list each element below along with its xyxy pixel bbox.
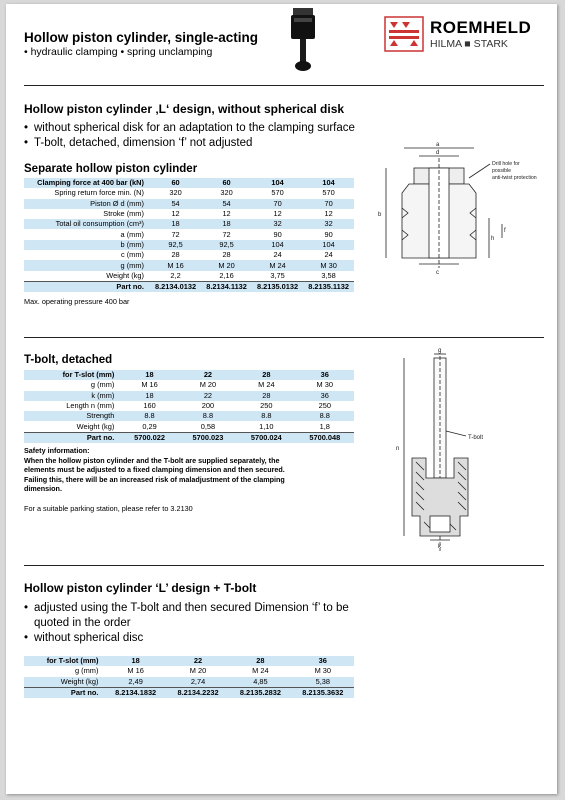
table-cell: 1,10 xyxy=(259,421,274,431)
table-cell: 12 xyxy=(171,209,180,219)
table-cell: 5700.023 xyxy=(179,432,237,443)
table-cell: 104 xyxy=(252,178,303,188)
safety-line: Failing this, there will be an increased risk of maladjustment of the clamping xyxy=(24,474,285,484)
row-label: c (mm) xyxy=(120,250,144,260)
table-cell: 90 xyxy=(273,229,282,239)
section1-bullets xyxy=(24,121,374,151)
table-row xyxy=(24,666,354,676)
table-cell: 8.2135.0132 xyxy=(252,281,303,292)
table-cell: 4,85 xyxy=(229,677,291,688)
table-cell: M 24 xyxy=(258,380,275,390)
table-row xyxy=(24,188,354,198)
table-cell: 12 xyxy=(222,209,231,219)
table-cell: M 16 xyxy=(141,380,158,390)
row-label: Part no. xyxy=(24,281,150,292)
section1-table-title: Separate hollow piston cylinder xyxy=(24,163,198,175)
table-row xyxy=(24,250,354,260)
table-cell: 54 xyxy=(201,199,252,209)
row-label: g (mm) xyxy=(24,260,150,270)
dim-k-label: k xyxy=(438,544,441,550)
table-cell: 5,38 xyxy=(292,677,354,688)
dim-d-label: d xyxy=(436,150,440,156)
table-row xyxy=(24,421,354,432)
tbolt-technical-drawing xyxy=(386,346,496,564)
section3-bullet: • without spherical disc xyxy=(24,631,364,646)
table-row xyxy=(24,687,354,698)
table-cell: 320 xyxy=(169,188,182,198)
table-row xyxy=(24,656,354,666)
dim-n-label: n xyxy=(396,446,400,452)
table-cell: 70 xyxy=(303,199,354,209)
dim-f-label: f xyxy=(504,228,506,234)
brand-name: ROEMHELD xyxy=(430,18,532,37)
table-cell: 2,2 xyxy=(170,270,181,280)
table-cell: M 20 xyxy=(199,380,217,390)
table-cell: 8.2134.1832 xyxy=(104,687,166,698)
page-title: Hollow piston cylinder, single-acting xyxy=(24,30,259,45)
row-label: k (mm) xyxy=(24,391,120,401)
table-cell: 5700.022 xyxy=(120,432,178,443)
table-cell: 22 xyxy=(179,391,237,401)
table-cell: 36 xyxy=(296,391,354,401)
table-row xyxy=(24,411,354,421)
table-cell: 8.8 xyxy=(120,411,178,421)
table-row xyxy=(24,271,354,282)
row-label: g (mm) xyxy=(90,380,115,390)
row-label: Stroke (mm) xyxy=(103,209,144,219)
cylinder-technical-drawing xyxy=(374,138,549,278)
table-row xyxy=(24,391,354,401)
dim-b-label: b xyxy=(378,212,382,218)
table-cell: 18 xyxy=(120,391,178,401)
table-cell: 12 xyxy=(273,209,282,219)
table-cell: M 24 xyxy=(252,260,303,270)
table-cell: 22 xyxy=(167,656,229,666)
table-cell: M 16 xyxy=(127,666,144,676)
safety-heading: Safety information: xyxy=(24,446,90,455)
table-cell: 1,8 xyxy=(319,421,330,431)
row-label: Weight (kg) xyxy=(76,421,115,431)
table-row xyxy=(24,370,354,380)
table-cell: 72 xyxy=(171,229,180,239)
combo-spec-table xyxy=(24,656,354,698)
table-cell: 320 xyxy=(220,188,233,198)
table-cell: M 30 xyxy=(314,666,332,676)
safety-information xyxy=(24,446,324,494)
table-cell: 92,5 xyxy=(150,240,201,250)
table-row xyxy=(24,178,354,188)
section-divider xyxy=(24,565,544,566)
product-photo xyxy=(288,6,318,74)
cylinder-spec-table xyxy=(24,178,354,292)
anti-twist-label: anti-twist protection xyxy=(492,175,537,181)
row-label: Strength xyxy=(24,411,120,421)
page-subtitle: • hydraulic clamping • spring unclamping xyxy=(24,46,213,58)
table-cell: 72 xyxy=(222,229,231,239)
brand-subname: HILMA ■ STARK xyxy=(430,38,508,50)
table-cell: 24 xyxy=(324,250,333,260)
section1-bullet: • T-bolt, detached, dimension ‘f’ not adjusted xyxy=(24,136,374,151)
table-cell: 160 xyxy=(143,401,156,411)
dim-c-label: c xyxy=(436,270,439,276)
table-cell: M 30 xyxy=(303,260,354,270)
table-row xyxy=(24,219,354,229)
table-cell: 32 xyxy=(303,219,354,229)
safety-line: dimension. xyxy=(24,484,62,494)
possible-label: possible xyxy=(492,168,512,174)
tbolt-table-title: T-bolt, detached xyxy=(24,354,113,366)
row-label: for T-slot (mm) xyxy=(24,370,120,380)
table-cell: 8.2134.2232 xyxy=(167,687,229,698)
table-row xyxy=(24,401,354,411)
table-cell: 104 xyxy=(252,240,303,250)
table-cell: 3,75 xyxy=(270,270,285,280)
safety-line: elements must be adjusted to a fixed clamping dimension and then secured. xyxy=(24,465,285,475)
row-label: g (mm) xyxy=(75,666,99,676)
table-row xyxy=(24,260,354,270)
table-cell: M 24 xyxy=(252,666,269,676)
dim-h-label: h xyxy=(491,236,495,242)
tbolt-spec-table xyxy=(24,370,354,443)
dim-a-label: a xyxy=(436,142,440,148)
row-label: Part no. xyxy=(24,432,120,443)
row-label: a (mm) xyxy=(120,229,144,239)
section1-title: Hollow piston cylinder ‚L‘ design, without spherical disk xyxy=(24,102,345,116)
table-cell: 250 xyxy=(318,401,331,411)
table-row xyxy=(24,199,354,209)
table-row xyxy=(24,240,354,250)
table-cell: 2,74 xyxy=(167,677,229,688)
table-cell: 18 xyxy=(104,656,166,666)
row-label: Part no. xyxy=(24,687,104,698)
document-page xyxy=(6,4,557,794)
table-row xyxy=(24,281,354,292)
table-cell: 8.2135.1132 xyxy=(303,281,354,292)
table-cell: 104 xyxy=(303,178,354,188)
row-label: Weight (kg) xyxy=(24,677,104,688)
table-cell: 3,58 xyxy=(321,270,336,280)
row-label: Clamping force at 400 bar (kN) xyxy=(24,178,150,188)
table-cell: 32 xyxy=(252,219,303,229)
table-cell: 36 xyxy=(296,370,354,380)
row-label: Length n (mm) xyxy=(66,401,115,411)
table-cell: 36 xyxy=(292,656,354,666)
table-cell: 5700.048 xyxy=(296,432,354,443)
row-label: Spring return force min. (N) xyxy=(54,188,144,198)
table-cell: 60 xyxy=(201,178,252,188)
table-cell: 8.2134.1132 xyxy=(201,281,252,292)
table-cell: 28 xyxy=(229,656,291,666)
table-cell: 18 xyxy=(120,370,178,380)
drill-hole-label: Drill hole for xyxy=(492,161,520,167)
table-cell: 60 xyxy=(150,178,201,188)
table-cell: 104 xyxy=(303,240,354,250)
tbolt-label: T-bolt xyxy=(468,435,484,441)
table-cell: 200 xyxy=(201,401,215,411)
section1-bullet: • without spherical disk for an adaptation to the clamping surface xyxy=(24,121,374,136)
table-cell: 70 xyxy=(252,199,303,209)
row-label: Total oil consumption (cm³) xyxy=(24,219,150,229)
table-cell: 8.2135.3632 xyxy=(292,687,354,698)
parking-station-note: For a suitable parking station, please refer to 3.2130 xyxy=(24,504,193,513)
table-cell: M 20 xyxy=(201,260,252,270)
table-cell: 8.2134.0132 xyxy=(150,281,201,292)
row-label: b (mm) xyxy=(24,240,150,250)
section3-bullets xyxy=(24,601,364,646)
table-row xyxy=(24,209,354,219)
row-label: Weight (kg) xyxy=(106,270,144,280)
table-cell: M 30 xyxy=(316,380,333,390)
table-row xyxy=(24,677,354,688)
row-label: for T-slot (mm) xyxy=(24,656,104,666)
table-cell: 18 xyxy=(201,219,252,229)
table-cell: 250 xyxy=(260,401,273,411)
dim-g-label: g xyxy=(438,348,442,354)
table-cell: 8.8 xyxy=(296,411,354,421)
table-cell: 12 xyxy=(324,209,333,219)
table-cell: 28 xyxy=(222,250,231,260)
table-cell: M 20 xyxy=(189,666,207,676)
table-cell: 24 xyxy=(273,250,282,260)
table-cell: 2,16 xyxy=(219,270,234,280)
table-cell: 0,29 xyxy=(142,421,157,431)
table-cell: M 16 xyxy=(150,260,201,270)
section3-bullet: • adjusted using the T-bolt and then secured Dimension ‘f’ to be quoted in the order xyxy=(24,601,364,631)
table-cell: 18 xyxy=(150,219,201,229)
table-cell: 570 xyxy=(271,188,284,198)
safety-line: When the hollow piston cylinder and the T-bolt are supplied separately, the xyxy=(24,455,280,465)
table-cell: 28 xyxy=(171,250,180,260)
table-cell: 5700.024 xyxy=(237,432,295,443)
table-cell: 92,5 xyxy=(201,240,252,250)
table-cell: 8.8 xyxy=(179,411,237,421)
table-cell: 28 xyxy=(237,391,295,401)
table-cell: 28 xyxy=(237,370,295,380)
header-divider xyxy=(24,85,544,86)
table-cell: 2,49 xyxy=(104,677,166,688)
table-row xyxy=(24,229,354,239)
table-cell: 90 xyxy=(324,229,333,239)
row-label: Piston Ø d (mm) xyxy=(24,199,150,209)
table-cell: 570 xyxy=(322,188,335,198)
table-cell: 22 xyxy=(179,370,237,380)
pressure-note: Max. operating pressure 400 bar xyxy=(24,297,130,306)
table-cell: 8.2135.2832 xyxy=(229,687,291,698)
roemheld-logo-icon xyxy=(384,16,424,52)
table-cell: 0,58 xyxy=(200,421,216,431)
section3-title: Hollow piston cylinder ‘L’ design + T-bolt xyxy=(24,581,257,595)
table-row xyxy=(24,432,354,443)
table-cell: 8.8 xyxy=(237,411,295,421)
section-divider xyxy=(24,337,544,338)
table-row xyxy=(24,380,354,390)
table-cell: 54 xyxy=(150,199,201,209)
